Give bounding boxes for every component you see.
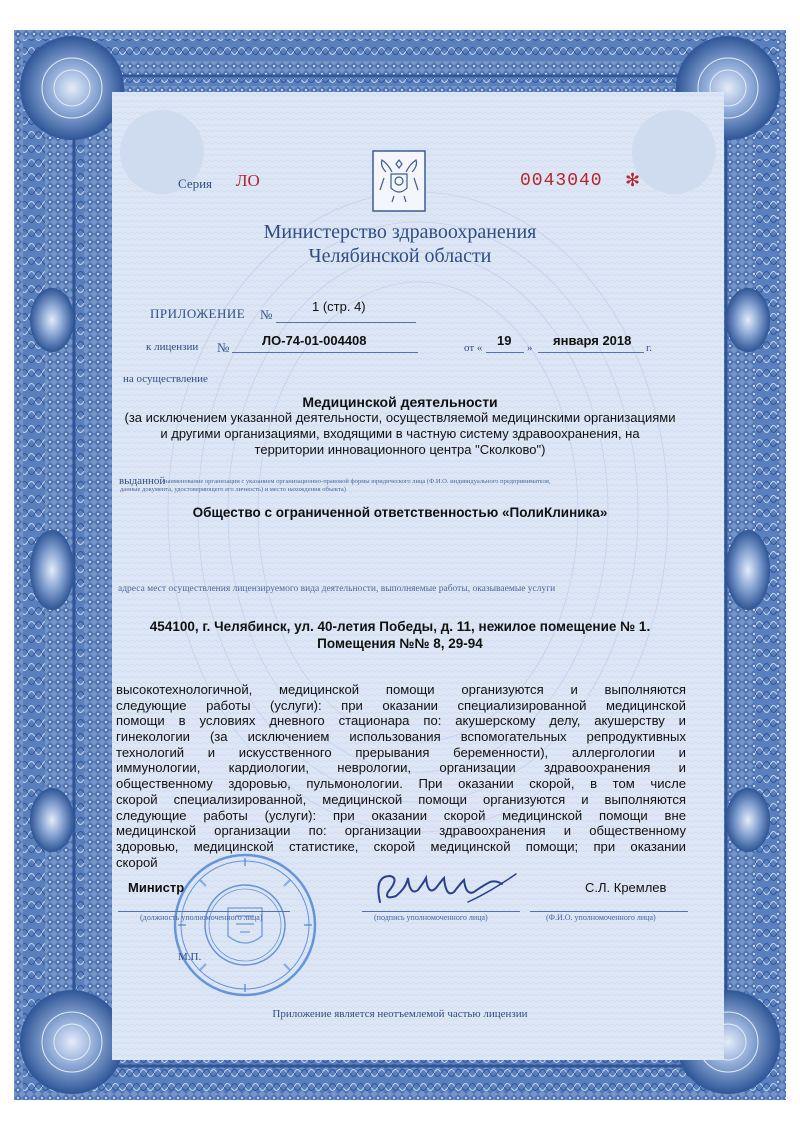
name-underline: [530, 911, 688, 912]
russian-coat-of-arms-icon: [372, 150, 426, 212]
handwritten-signature: [366, 862, 526, 914]
issued-hint-line-1: наименование организации с указанием организационно-правовой формы юридического лица (Ф.И.О. индивидуального предпринимателя,: [164, 478, 551, 485]
services-line: скорой: [116, 854, 158, 870]
appendix-number: 1 (стр. 4): [312, 299, 366, 314]
license-ref-number-sign: №: [217, 340, 230, 355]
seal-place-label: М.П.: [178, 951, 202, 963]
ministry-line-1: Министерство здравоохранения: [263, 221, 537, 243]
official-seal-icon: [170, 850, 320, 1000]
services-line: иммунологии, кардиологии, неврологии, организации здравоохранения и: [116, 760, 686, 776]
services-line: помощи в условиях дневного стационара по: акушерскому делу, акушерству и: [116, 713, 686, 729]
services-line: скорой специализированной, медицинской помощи организуются и выполняются: [116, 791, 686, 807]
organization-name: Общество с ограниченной ответственностью «ПолиКлиника»: [192, 505, 608, 520]
license-ref-underline: [232, 352, 418, 353]
activity-note-line-2: и другими организациями, входящими в частную систему здравоохранения, на: [160, 426, 640, 441]
services-line: здоровью, медицинской статистике, скорой медицинской помощи; при оказании: [116, 838, 686, 854]
signer-name: С.Л. Кремлев: [585, 880, 667, 895]
services-description: [116, 682, 686, 870]
series-label: Серия: [178, 176, 213, 191]
series-value: ЛО: [236, 171, 260, 190]
caption-signature: (подпись уполномоченного лица): [374, 913, 488, 922]
license-number: 0043040: [520, 171, 603, 191]
purpose-label: на осуществление: [123, 373, 208, 385]
issued-hint-line-2: данные документа, удостоверяющего его личность) и место нахождения объекта): [120, 486, 346, 493]
number-mark-icon: ✻: [625, 170, 641, 190]
issued-label: выданной: [119, 475, 166, 487]
services-line: следующие работы (услуги): при оказании скорой медицинской помощи вне: [116, 807, 686, 823]
appendix-label: ПРИЛОЖЕНИЕ: [150, 306, 246, 321]
date-day: 19: [497, 333, 512, 348]
appendix-number-sign: №: [260, 307, 273, 322]
caption-name: (Ф.И.О. уполномоченного лица): [546, 913, 656, 922]
signer-position: Министр: [128, 880, 185, 895]
activity-title: Медицинской деятельности: [302, 394, 498, 410]
activity-note-line-1: (за исключением указанной деятельности, осуществляемой медицинскими организациями: [124, 410, 676, 425]
services-line: медицинской организации по: организации здравоохранения и общественному: [116, 823, 686, 839]
address-label: адреса мест осуществления лицензируемого вида деятельности, выполняемые работы, оказываемые услуги: [118, 584, 556, 594]
appendix-number-underline: [276, 322, 416, 323]
services-line: следующие работы (услуги): при оказании специализированной медицинской: [116, 697, 686, 713]
services-line: общественному здоровью, пульмонологии. При оказании скорой, в том числе: [116, 776, 686, 792]
caption-position: (должность уполномоченного лица): [140, 913, 263, 922]
date-month-year: января 2018: [553, 333, 632, 348]
date-day-underline: [486, 352, 524, 353]
activity-note-line-3: территории инновационного центра "Сколково"): [254, 442, 546, 457]
footer-note: Приложение является неотъемлемой частью лицензии: [272, 1008, 528, 1020]
address-line-2: Помещения №№ 8, 29-94: [317, 636, 483, 651]
license-ref-label: к лицензии: [146, 341, 199, 353]
date-year-suffix: г.: [646, 342, 653, 354]
date-quote-close: »: [527, 342, 533, 354]
ministry-line-2: Челябинской области: [308, 245, 492, 267]
address-line-1: 454100, г. Челябинск, ул. 40-летия Победы, д. 11, нежилое помещение № 1.: [149, 619, 651, 634]
services-line: высокотехнологичной, медицинской помощи организуются и выполняются: [116, 682, 686, 697]
date-from-label: от «: [464, 342, 483, 354]
services-line: технологий и искусственного прерывания беременности), аллергологии и: [116, 744, 686, 760]
date-month-underline: [538, 352, 644, 353]
position-underline: [118, 911, 290, 912]
services-line: гинекологии (за исключением использования вспомогательных репродуктивных: [116, 729, 686, 745]
license-ref-number: ЛО-74-01-004408: [262, 333, 367, 348]
